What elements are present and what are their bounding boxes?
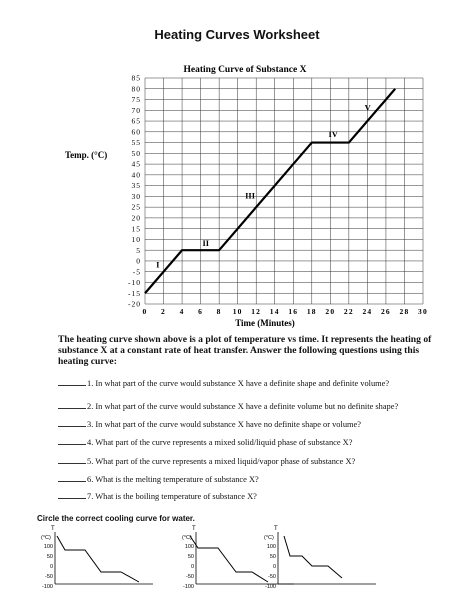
y-tick-label: 55: [131, 138, 141, 148]
cooling-curve-option-c[interactable]: [258, 524, 398, 590]
y-tick-label: 45: [131, 159, 141, 169]
question-5: [58, 455, 448, 466]
mini-tick-label: -50: [268, 574, 276, 580]
mini-tick-label: 0: [49, 564, 53, 570]
chart-series: [145, 89, 395, 293]
question-2: [58, 400, 448, 411]
y-tick-label: 50: [131, 148, 141, 158]
x-tick-label: 8: [216, 307, 222, 316]
y-tick-label: -10: [128, 278, 141, 288]
question-1: [58, 377, 448, 388]
question-3: [58, 418, 448, 429]
answer-blank[interactable]: [58, 436, 86, 445]
question-text: 7. What is the boiling temperature of substance X?: [87, 492, 257, 501]
mini-tick-label: 100: [184, 544, 194, 550]
worksheet-intro: The heating curve shown above is a plot of temperature vs time. It represents the heating of substance X at a constant rate of heat transfer. Answer the following questions using this heating curve:: [58, 334, 432, 367]
segment-label: IV: [328, 129, 338, 140]
answer-blank[interactable]: [58, 418, 86, 427]
answer-blank[interactable]: [58, 455, 86, 464]
answer-blank[interactable]: [58, 400, 86, 409]
x-tick-label: 22: [343, 307, 354, 316]
question-text: 1. In what part of the curve would substance X have a definite shape and definite volume?: [87, 379, 390, 388]
mini-curve: [284, 536, 342, 578]
y-tick-label: -5: [132, 267, 141, 277]
mini-axis-label: T: [274, 526, 278, 532]
x-tick-label: 20: [325, 307, 336, 316]
x-tick-label: 4: [179, 307, 185, 316]
mini-curve: [57, 536, 139, 582]
y-tick-label: 20: [131, 213, 141, 223]
mini-tick-label: 0: [190, 564, 194, 570]
x-tick-label: 14: [269, 307, 280, 316]
page-title: Heating Curves Worksheet: [154, 27, 320, 42]
mini-tick-label: 50: [269, 554, 276, 560]
x-tick-label: 26: [380, 307, 391, 316]
question-text: 5. What part of the curve represents a mixed liquid/vapor phase of substance X?: [87, 457, 356, 466]
x-tick-label: 30: [418, 307, 428, 316]
mini-tick-label: -100: [41, 584, 53, 590]
question-7: [58, 490, 448, 501]
y-tick-label: -15: [128, 288, 141, 298]
mini-tick-label: 0: [272, 564, 276, 570]
cooling-instruction: Circle the correct cooling curve for water.: [37, 514, 195, 523]
mini-unit-label: (°C): [41, 535, 51, 541]
mini-unit-label: (°C): [264, 535, 274, 541]
x-tick-label: 12: [251, 307, 262, 316]
x-tick-label: 24: [362, 307, 373, 316]
y-tick-label: 15: [131, 224, 141, 234]
series-line: [145, 89, 395, 293]
mini-tick-label: -50: [45, 574, 53, 580]
mini-tick-label: 50: [187, 554, 194, 560]
y-tick-label: 5: [136, 245, 141, 255]
segment-label: V: [364, 102, 371, 113]
y-tick-label: 10: [131, 235, 141, 245]
question-text: 4. What part of the curve represents a mixed solid/liquid phase of substance X?: [87, 438, 353, 447]
mini-tick-label: 50: [46, 554, 53, 560]
cooling-curve-option-a[interactable]: [35, 524, 175, 590]
segment-label: II: [202, 237, 210, 248]
x-axis-label: Time (Minutes): [235, 318, 295, 328]
y-tick-label: 70: [131, 105, 141, 115]
mini-tick-label: -50: [186, 574, 194, 580]
x-tick-label: 16: [288, 307, 299, 316]
mini-tick-label: 100: [266, 544, 276, 550]
y-axis-label: Temp. (°C): [65, 150, 108, 160]
mini-tick-label: -100: [182, 584, 194, 590]
answer-blank[interactable]: [58, 473, 86, 482]
chart-grid: [145, 78, 423, 304]
y-tick-label: 85: [131, 73, 141, 83]
x-tick-label: 10: [232, 307, 243, 316]
y-tick-label: 25: [131, 202, 141, 212]
chart-ticks: [128, 74, 428, 316]
question-6: [58, 473, 448, 484]
x-tick-label: 2: [161, 307, 167, 316]
question-text: 2. In what part of the curve would substance X have a definite volume but no definite shape?: [87, 402, 399, 411]
answer-blank[interactable]: [58, 377, 86, 386]
y-tick-label: 0: [136, 256, 141, 266]
mini-tick-label: 100: [43, 544, 53, 550]
question-text: 3. In what part of the curve would substance X have no definite shape or volume?: [87, 420, 361, 429]
y-tick-label: 35: [131, 181, 141, 191]
mini-axis-label: T: [51, 526, 55, 532]
answer-blank[interactable]: [58, 490, 86, 499]
y-tick-label: 75: [131, 95, 141, 105]
y-tick-label: 60: [131, 127, 141, 137]
x-tick-label: 6: [198, 307, 204, 316]
segment-label: I: [156, 259, 160, 270]
y-tick-label: 40: [131, 170, 141, 180]
question-4: [58, 436, 448, 447]
mini-axis-label: T: [192, 526, 196, 532]
y-tick-label: 65: [131, 116, 141, 126]
y-tick-label: -20: [128, 299, 141, 309]
x-tick-label: 0: [142, 307, 148, 316]
question-text: 6. What is the melting temperature of substance X?: [87, 475, 259, 484]
x-tick-label: 28: [399, 307, 410, 316]
chart-title: Heating Curve of Substance X: [183, 65, 307, 75]
y-tick-label: 30: [131, 191, 141, 201]
mini-unit-label: (°C): [182, 535, 192, 541]
y-tick-label: 80: [131, 84, 141, 94]
x-tick-label: 18: [306, 307, 317, 316]
mini-tick-label: -100: [264, 584, 276, 590]
segment-label: III: [245, 190, 256, 201]
